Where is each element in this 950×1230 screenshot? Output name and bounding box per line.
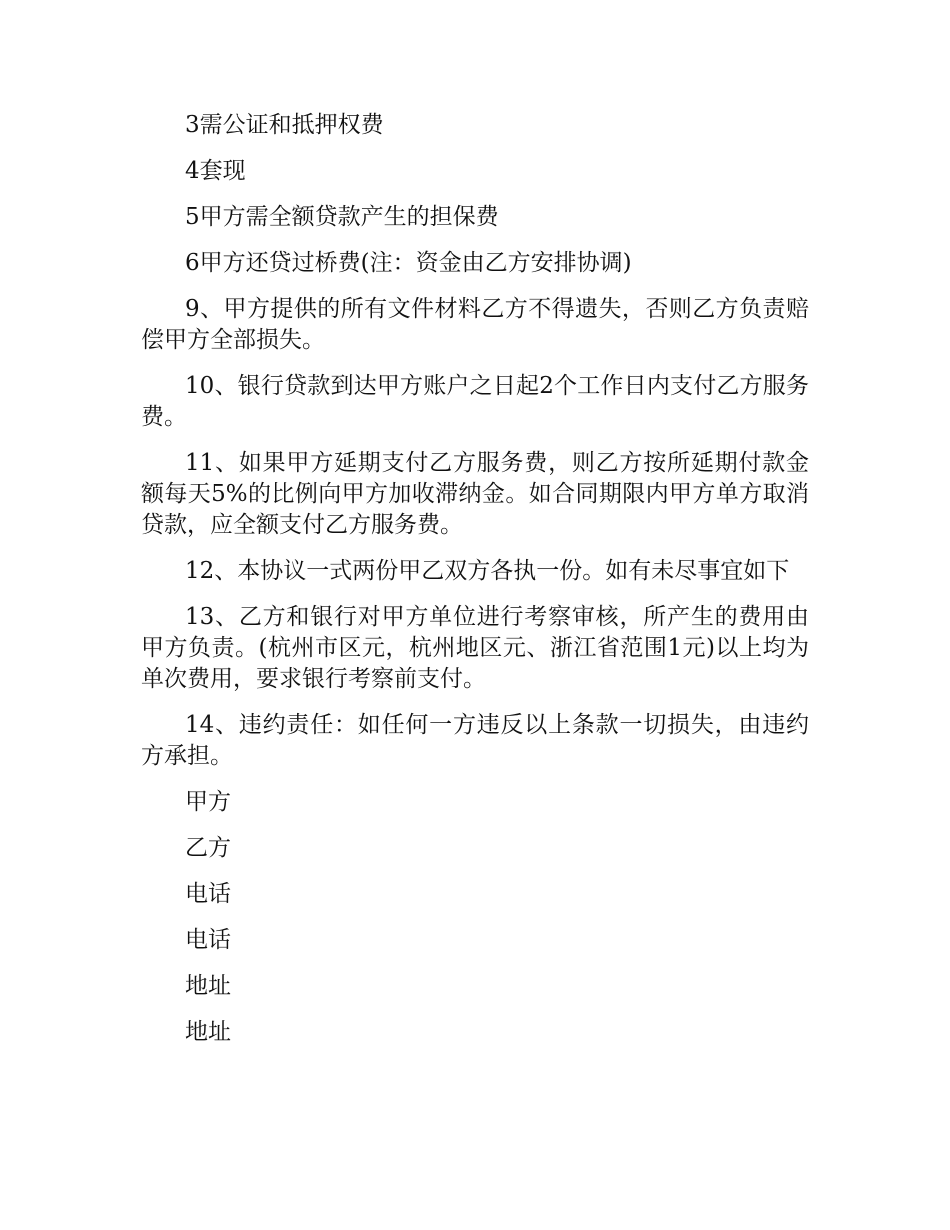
clause-14: 14、违约责任：如任何一方违反以上条款一切损失，由违约方承担。 bbox=[141, 712, 809, 769]
signature-phone-b: 电话 bbox=[185, 927, 231, 953]
clause-11: 11、如果甲方延期支付乙方服务费，则乙方按所延期付款金额每天5%的比例向甲方加收滞纳金。如合同期限内甲方单方取消贷款，应全额支付乙方服务费。 bbox=[141, 450, 809, 538]
signature-party-b: 乙方 bbox=[185, 835, 231, 861]
clause-10: 10、银行贷款到达甲方账户之日起2个工作日内支付乙方服务费。 bbox=[141, 373, 809, 430]
signature-address-a: 地址 bbox=[185, 973, 231, 999]
signature-party-a: 甲方 bbox=[185, 789, 231, 815]
clause-item-3: 3需公证和抵押权费 bbox=[185, 112, 384, 138]
clause-9: 9、甲方提供的所有文件材料乙方不得遗失，否则乙方负责赔偿甲方全部损失。 bbox=[141, 296, 809, 353]
clause-item-6: 6甲方还贷过桥费(注：资金由乙方安排协调) bbox=[185, 250, 632, 276]
signature-phone-a: 电话 bbox=[185, 881, 231, 907]
clause-item-4: 4套现 bbox=[185, 158, 246, 184]
clause-13: 13、乙方和银行对甲方单位进行考察审核，所产生的费用由甲方负责。(杭州市区元，杭州地区元、浙江省范围1元)以上均为单次费用，要求银行考察前支付。 bbox=[141, 604, 809, 692]
clause-item-5: 5甲方需全额贷款产生的担保费 bbox=[185, 204, 499, 230]
document-page bbox=[141, 110, 809, 1063]
clause-12: 12、本协议一式两份甲乙双方各执一份。如有未尽事宜如下 bbox=[185, 558, 790, 584]
signature-address-b: 地址 bbox=[185, 1019, 231, 1045]
